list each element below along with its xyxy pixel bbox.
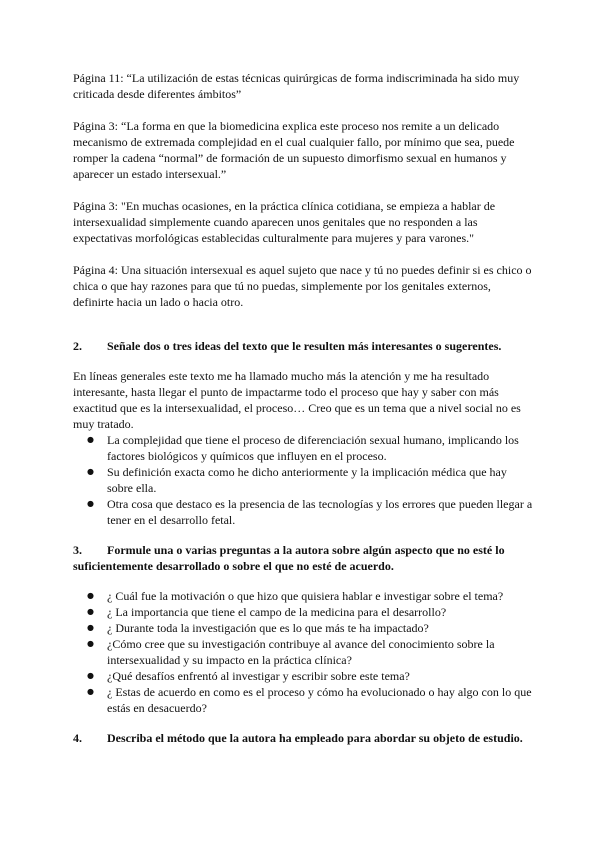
list-item: ● Otra cosa que destaco es la presencia de las tecnologías y los errores que pueden llegar a tener en el desarrollo fetal. — [73, 496, 533, 528]
section-4-heading — [73, 730, 533, 746]
list-item: ● ¿ Cuál fue la motivación o que hizo que quisiera hablar e investigar sobre el tema? — [73, 588, 533, 604]
list-item: ● ¿Cómo cree que su investigación contribuye al avance del conocimiento sobre la intersexualidad y su impacto en la práctica clínica? — [73, 636, 533, 668]
list-item: ● ¿ Estas de acuerdo en como es el proceso y cómo ha evolucionado o hay algo con lo que estás en desacuerdo? — [73, 684, 533, 716]
section-3-list — [73, 588, 533, 716]
quote-page-11: Página 11: “La utilización de estas técnicas quirúrgicas de forma indiscriminada ha sido muy criticada desde diferentes ámbitos” — [73, 71, 520, 101]
document-page — [73, 70, 533, 746]
section-2-heading — [73, 338, 533, 354]
section-2-number: 2. — [73, 339, 82, 353]
quote-page-3-clinical-practice: Página 3: "En muchas ocasiones, en la práctica clínica cotidiana, se empieza a hablar de intersexualidad simplemente cuando aparecen unos genitales que no responden a las expectativas morfológicas establecidas culturalmente para mujeres y para varones." — [73, 199, 496, 245]
section-2-intro: En líneas generales este texto me ha llamado mucho más la atención y me ha resultado interesante, hasta llegar el punto de impactarme todo el proceso que hay y saber con más exactitud que es la intersexualidad, el proceso… Creo que es un tema que a nivel social no es muy tratado. — [73, 369, 521, 431]
list-item: ● La complejidad que tiene el proceso de diferenciación sexual humano, implicando los factores biológicos y químicos que influyen en el proceso. — [73, 432, 533, 464]
quote-page-4: Página 4: Una situación intersexual es aquel sujeto que nace y tú no puedes definir si es chico o chica o que hay razones para que tú no puedas, simplemente por los genitales externos, definirte hacia un lado o hacia otro. — [73, 263, 532, 309]
quote-page-3-biomedicine: Página 3: “La forma en que la biomedicina explica este proceso nos remite a un delicado mecanismo de extremada complejidad en el cual cualquier fallo, por mínimo que sea, puede romper la cadena “normal” de formación de un supuesto dimorfismo sexual en humanos y aparecer un estado intersexual.” — [73, 119, 515, 181]
list-item: ● Su definición exacta como he dicho anteriormente y la implicación médica que hay sobre ella. — [73, 464, 533, 496]
list-item: ● ¿Qué desafíos enfrentó al investigar y escribir sobre este tema? — [73, 668, 533, 684]
section-3-number: 3. — [73, 543, 82, 557]
list-item: ● ¿ Durante toda la investigación que es lo que más te ha impactado? — [73, 620, 533, 636]
section-4-title: Describa el método que la autora ha empleado para abordar su objeto de estudio. — [107, 731, 523, 745]
section-2-title: Señale dos o tres ideas del texto que le resulten más interesantes o sugerentes. — [107, 339, 502, 353]
section-3-title: Formule una o varias preguntas a la autora sobre algún aspecto que no esté lo suficientemente desarrollado o sobre el que no esté de acuerdo. — [73, 543, 505, 573]
section-4-number: 4. — [73, 731, 82, 745]
list-item: ● ¿ La importancia que tiene el campo de la medicina para el desarrollo? — [73, 604, 533, 620]
section-3-heading — [73, 542, 533, 574]
section-2-list — [73, 432, 533, 528]
